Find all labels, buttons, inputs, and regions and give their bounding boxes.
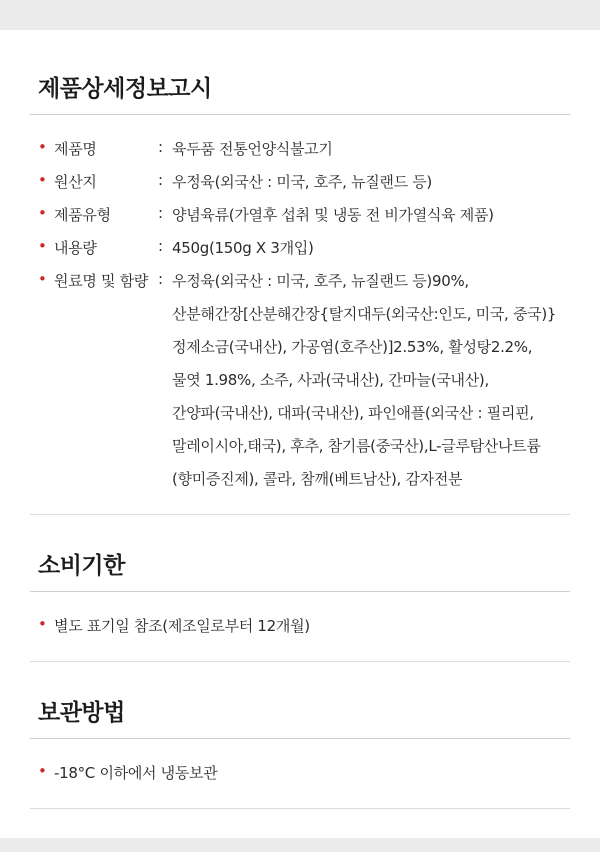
divider xyxy=(30,661,570,662)
bullet-icon: • xyxy=(38,138,47,156)
divider xyxy=(30,808,570,809)
bullet-icon: • xyxy=(38,237,47,255)
ingredients-line: 말레이시아,태국), 후추, 참기름(중국산),L-글루탐산나트륨 xyxy=(172,437,541,455)
product-detail-page xyxy=(0,30,600,838)
divider xyxy=(30,591,570,592)
divider xyxy=(30,738,570,739)
info-label: 원료명 및 함량 xyxy=(54,272,149,290)
info-value: 우정육(외국산 : 미국, 호주, 뉴질랜드 등)90%, xyxy=(172,272,469,290)
colon: : xyxy=(158,270,163,288)
colon: : xyxy=(158,204,163,222)
ingredients-line: 간양파(국내산), 대파(국내산), 파인애플(외국산 : 필리핀, xyxy=(172,404,534,422)
expiry-title: 소비기한 xyxy=(38,553,125,579)
bullet-icon: • xyxy=(38,762,47,780)
info-label: 내용량 xyxy=(54,239,97,257)
bullet-icon: • xyxy=(38,171,47,189)
bullet-icon: • xyxy=(38,615,47,633)
info-value: 육두품 전통언양식불고기 xyxy=(172,140,333,158)
info-value: 우정육(외국산 : 미국, 호주, 뉴질랜드 등) xyxy=(172,173,432,191)
ingredients-line: 물엿 1.98%, 소주, 사과(국내산), 간마늘(국내산), xyxy=(172,371,489,389)
ingredients-line: 산분해간장[산분해간장{탈지대두(외국산:인도, 미국, 중국)} xyxy=(172,305,557,323)
info-label: 제품명 xyxy=(54,140,97,158)
expiry-text: 별도 표기일 참조(제조일로부터 12개월) xyxy=(54,617,310,635)
bullet-icon: • xyxy=(38,204,47,222)
info-value: 450g(150g X 3개입) xyxy=(172,239,314,257)
colon: : xyxy=(158,237,163,255)
ingredients-line: 정제소금(국내산), 가공염(호주산)]2.53%, 활성탕2.2%, xyxy=(172,338,533,356)
colon: : xyxy=(158,138,163,156)
storage-title: 보관방법 xyxy=(38,700,125,726)
info-label: 제품유형 xyxy=(54,206,111,224)
bullet-icon: • xyxy=(38,270,47,288)
info-value: 양념육류(가열후 섭취 및 냉동 전 비가열식육 제품) xyxy=(172,206,494,224)
product-info-title: 제품상세정보고시 xyxy=(38,76,212,102)
divider xyxy=(30,514,570,515)
colon: : xyxy=(158,171,163,189)
ingredients-line: (향미증진제), 콜라, 참깨(베트남산), 감자전분 xyxy=(172,470,463,488)
divider xyxy=(30,114,570,115)
storage-text: -18°C 이하에서 냉동보관 xyxy=(54,764,218,782)
info-label: 원산지 xyxy=(54,173,97,191)
